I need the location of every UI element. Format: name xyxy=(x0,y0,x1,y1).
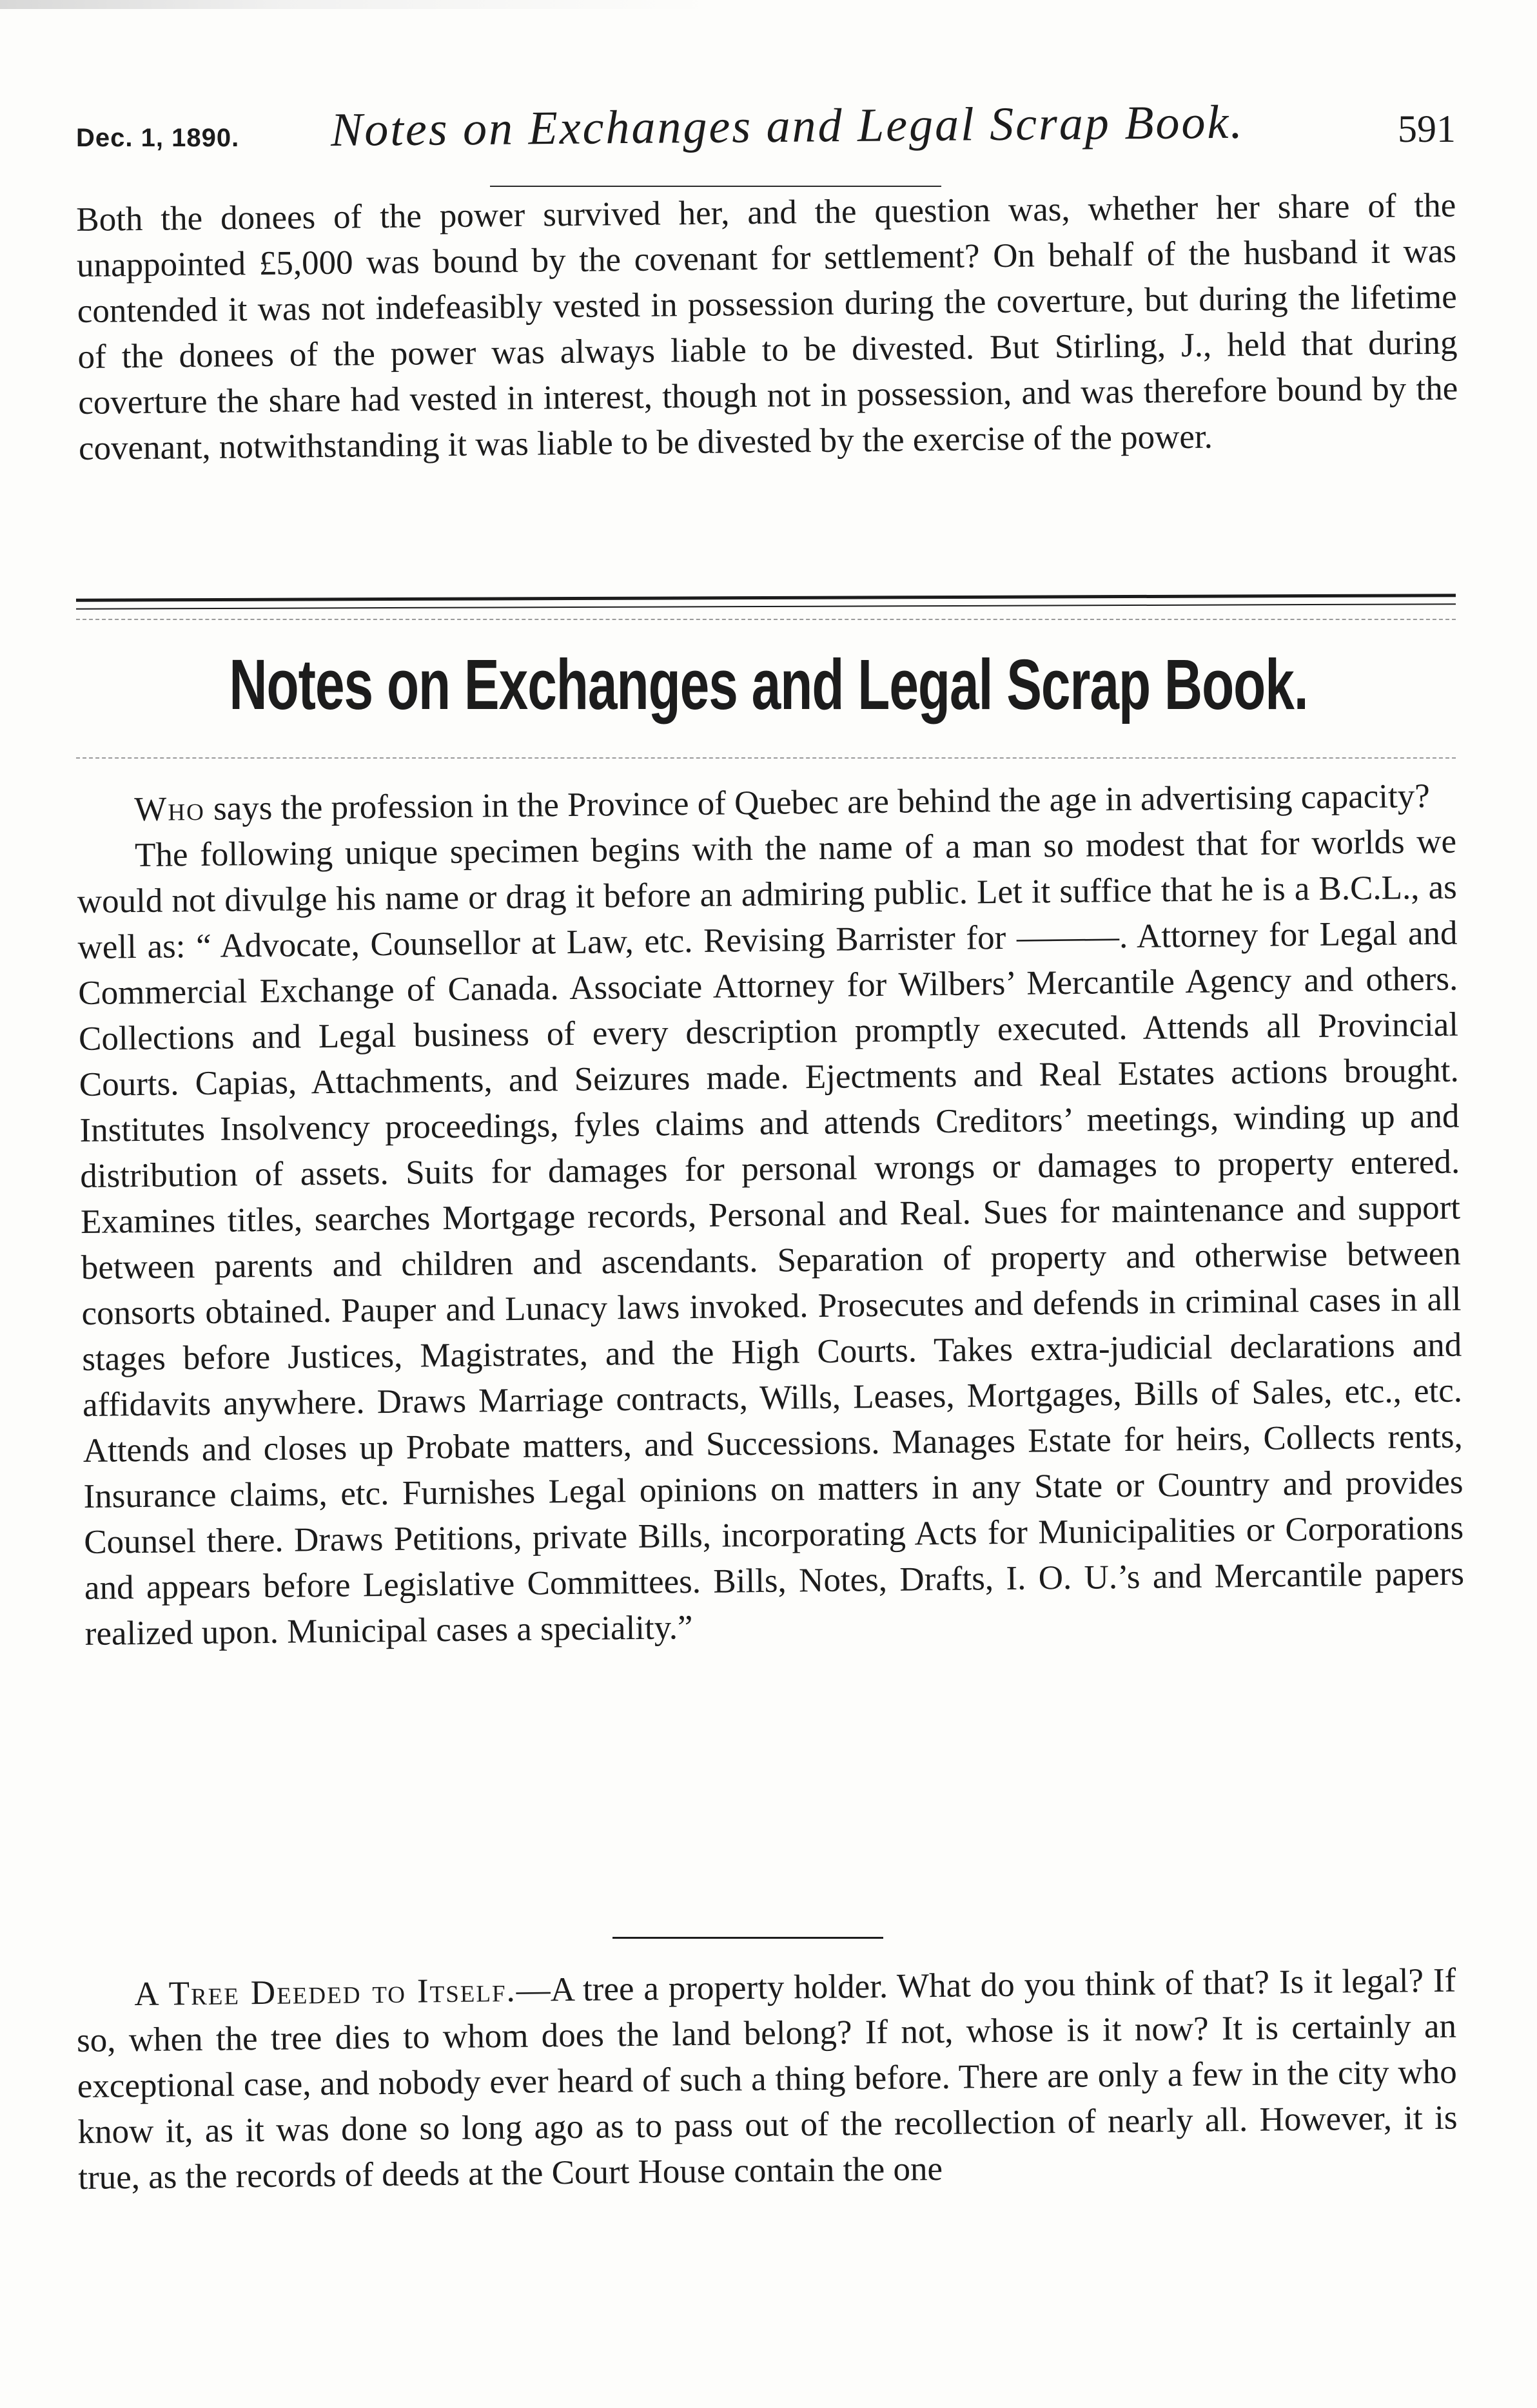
article-tree-lead: A Tree Deeded to Itself. xyxy=(134,1971,517,2014)
intro-paragraph xyxy=(76,183,1458,472)
scan-edge xyxy=(0,0,709,9)
article-advertising-body: The following unique specimen begins with the name of a man so modest that for worlds we would not divulge his name or drag it before an admiring public. Let it suffice that he is a B.C.L., as well as: “ Advocate, Counsellor at Law, etc. Revising Barrister for ———. Attorney for Legal and Commercial Exchange of Canada. Associate Attorney for Wilbers’ Mercantile Agency and others. Collections and Legal business of every description promptly executed. Attends all Provincial Courts. Capias, Attachments, and Seizures made. Ejectments and Real Estates actions brought. Institutes Insolvency proceedings, fyles claims and attends Creditors’ meetings, winding up and distribution of assets. Suits for damages for personal wrongs or damages to property entered. Examines titles, searches Mortgage records, Personal and Real. Sues for maintenance and support between parents and children and ascendants. Separation of property and otherwise between consorts obtained. Pauper and Lunacy laws invoked. Prosecutes and defends in criminal cases in all stages before Justices, Magistrates, and the High Courts. Takes extra-judicial declarations and affidavits anywhere. Draws Marriage contracts, Wills, Leases, Mortgages, Bills of Sales, etc., etc. Attends and closes up Probate matters, and Successions. Manages Estate for heirs, Collects rents, Insurance claims, etc. Furnishes Legal opinions on matters in any State or Country and provides Counsel there. Draws Petitions, private Bills, incorporating Acts for Municipalities or Corporations and appears before Legislative Committees. Bills, Notes, Drafts, I. O. U.’s and Mercantile papers realized upon. Municipal cases a speciality.” xyxy=(77,822,1465,1653)
title-underline-dotted xyxy=(76,757,1456,759)
article-advertising-lead-rest: says the profession in the Province of Quebec are behind the age in advertising capacity? xyxy=(204,777,1431,828)
article-advertising-lead: Who xyxy=(134,790,206,829)
header-title: Notes on Exchanges and Legal Scrap Book. xyxy=(330,95,1245,157)
intro-text: Both the donees of the power survived her, and the question was, whether her share of the unappointed £5,000 was bound by the covenant for settlement? On behalf of the husband it was contended it was not indefeasibly vested in possession during the coverture, but during the lifetime of the donees of the power was always liable to be divested. But Stirling, J., held that during coverture the share had vested in interest, though not in possession, and was therefore bound by the covenant, notwithstanding it was liable to be divested by the exercise of the power. xyxy=(76,186,1458,467)
article-advertising xyxy=(76,773,1465,1657)
article-tree-text: —A tree a property holder. What do you think of that? Is it legal? If so, when the tree dies to whom does the land belong? If not, whose is it now? It is certainly an exceptional case, and nobody ever heard of such a thing before. There are only a few in the city who know it, as it was done so long ago as to pass out of the recollection of nearly all. However, it is true, as the records of deeds at the Court House contain the one xyxy=(76,1961,1458,2197)
page-number: 591 xyxy=(1398,108,1456,150)
header-date: Dec. 1, 1890. xyxy=(76,124,240,152)
section-title: Notes on Exchanges and Legal Scrap Book. xyxy=(229,645,1308,725)
header-rule xyxy=(490,186,941,187)
section-divider xyxy=(76,594,1456,609)
running-header xyxy=(76,95,1456,168)
article-tree xyxy=(76,1958,1458,2201)
section-divider-dotted xyxy=(76,619,1456,620)
article-separator xyxy=(612,1937,883,1939)
